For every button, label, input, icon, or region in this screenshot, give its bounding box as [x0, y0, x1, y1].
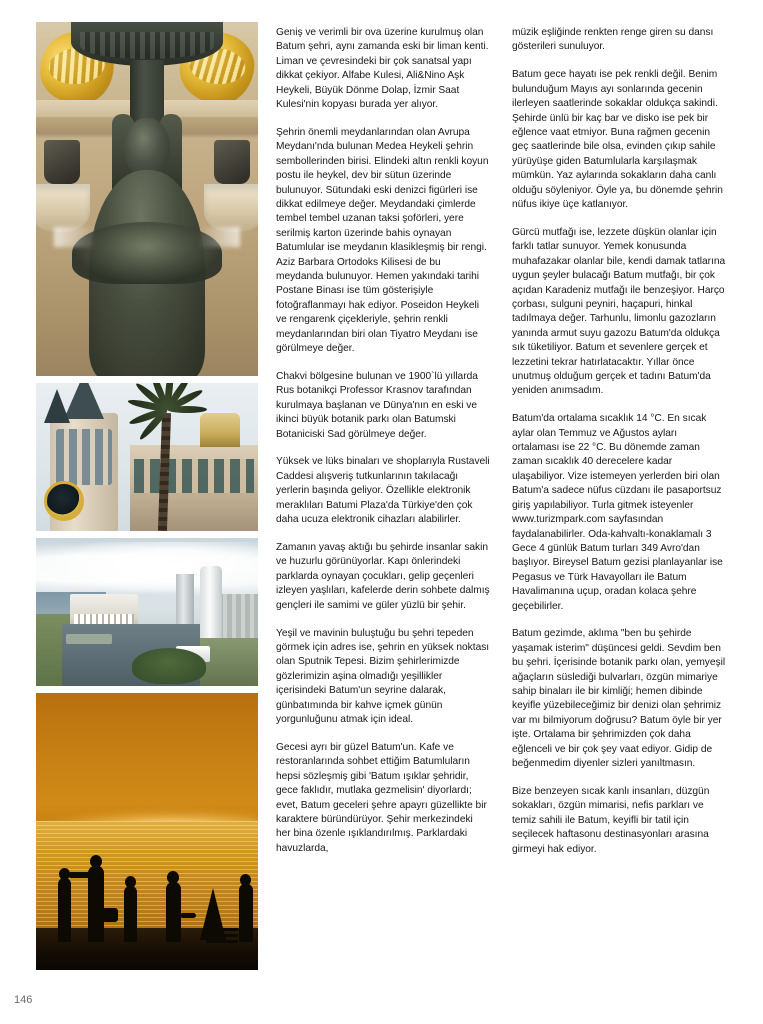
water-spray-right — [198, 227, 240, 247]
corbel-right — [214, 140, 250, 184]
building-cupola — [200, 413, 240, 447]
silhouette-person-1 — [58, 878, 71, 942]
paragraph: Yüksek ve lüks binaları ve shoplarıyla Rustaveli Caddesi alışveriş tutkunlarının takılacağı yerlerin başında geliyor. Özellikle elektronik meraklıları Batumi Plaza'da Türkiye'den çok daha ucuza elektronik cihazları alabilirler. — [276, 456, 490, 526]
paragraph: Bize benzeyen sıcak kanlı insanları, düzgün sokakları, özgün mimarisi, nefis parkları ve temiz sahili ile Batum, keyifli bir tatil için seçilecek haftasonu destinasyonları arasına girmeyi hak ediyor. — [512, 786, 710, 855]
paragraph: Gürcü mutfağı ise, lezzete düşkün olanlar için farklı tatlar sunuyor. Yemek konusunda muhafazakar olanlar bile, kendi damak tatlarına uygun şeyler bulacağı Batum mutfağı, bir çok açıdan Karadeniz mutfağı ile benzeşiyor. Harço çorbası, sulguni peyniri, haçapuri, hinkal tadılmaya değer. Tarhunlu, limonlu gazozların yanında armut suyu gazozu Batum'da oldukça sık tüketiliyor. Batum et sevenlere gerçek et lezzetini tekrar hatırlatacaktır. Yıllar önce unutmuş olduğum gerçek et tadını Batum'da yeniden anımsadım. — [512, 226, 726, 397]
silhouette-arm-4 — [180, 913, 196, 918]
paragraph: Yeşil ve mavinin buluştuğu bu şehri tepeden görmek için adres ise, şehrin en yüksek noktası olan Sputnik Tepesi. Bizim şehirlerimizde gözlerimizin aşina olmadığı yeşillikler içerisindeki Batum'un seyrine dalarak, günbatımında bir kahve içmek günün yorgunluğunu atmak için ideal. — [276, 627, 490, 725]
water-spray-left — [54, 227, 96, 247]
white-palace-building — [70, 594, 138, 626]
photo-sunset-beach-silhouettes — [36, 693, 258, 970]
tower-spire-main — [64, 383, 104, 419]
silhouette-head-4 — [167, 871, 179, 884]
page-number: 146 — [14, 994, 33, 1006]
paragraph: Batum'da ortalama sıcaklık 14 °C. En sıcak aylar olan Temmuz ve Ağustos ayları ortalaması ise 22 °C. Bu dönemde zaman zaman sıcaklık 40 derecelere kadar ulaşabiliyor. Vize istemeyen yerlerden biri olan Batum'a sadece nüfus cüzdanı ile pasaportsuz giriş yapılabiliyor. Turla gitmek isteyenler www.turizmpark.com sayfasından faydalanabilirler. Oda-kahvaltı-konaklamalı 3 Gece 4 günlük Batum turları 349 Avro'dan başlıyor. Bireysel Batum gezisi planlayanlar ise Pegasus ve Türk Havayolları ile Batum Havalimanına uçup, oradan kolaca şehre geçebilirler. — [512, 413, 723, 612]
silhouette-bag — [102, 908, 118, 922]
photo-batumi-aerial-cityview — [36, 538, 258, 686]
skyscraper-b — [200, 566, 222, 638]
tree-island — [132, 648, 206, 684]
silhouette-person-4 — [166, 882, 181, 942]
corbel-left — [44, 140, 80, 184]
silhouette-head-3 — [125, 876, 136, 888]
tower-windows — [56, 429, 112, 485]
paragraph: Gecesi ayrı bir güzel Batum'un. Kafe ve restoranlarında sohbet ettiğim Batumluların hepsi sözleşmiş gibi 'Batum ışıklar şehridir, gece faklıdır, mutlaka gezmelisin' diyorlardı; evet, Batum geceleri şehre apayrı güzellikte bir karaktere büründürüyor. Şehir merkezindeki her bina özenle ışıklandırılmış. Parklardaki havuzlarda, — [276, 741, 487, 854]
photo-ornate-building-palm — [36, 383, 258, 531]
silhouette-person-5 — [239, 884, 253, 942]
paragraph: Batum gezimde, aklıma "ben bu şehirde yaşamak isterim" düşüncesi geldi. Sevdim ben bu şehri. İçerisinde botanik parkı olan, yemyeşil ağaçların süslediği bulvarları, özgün mimariye sahip binaları ile bir kimliği; hemen dibinde keyifle yüzebileceğimiz bir denizi olan şehrimiz var mı bilmiyorum doğrusu? Batum öyle bir yer işte. Ortalama bir şehrimizden çok daha eğlenceli ve bir çok şey vaat ediyor. Gidip de beğenmedim diyenler sizleri yanıltmasın. — [512, 628, 726, 770]
fountain-basin-left — [36, 184, 90, 232]
beach-bench-silhouette — [206, 928, 238, 944]
fountain-basin-right — [204, 184, 258, 232]
paragraph: Geniş ve verimli bir ova üzerine kurulmuş olan Batum şehri, aynı zamanda eski bir liman kenti. Liman ve çevresindeki bir çok sanatsal yapı dikkat çekiyor. Alfabe Kulesi, Ali&Nino Aşk Heykeli, Büyük Dönme Dolap, İzmir Saat Kulesi'nin kopyası burada yer alıyor. — [276, 27, 489, 111]
silhouette-head-5 — [240, 874, 251, 886]
floating-platform — [66, 634, 112, 644]
article-column-middle — [276, 26, 490, 856]
tower-spire-secondary — [44, 389, 70, 423]
astronomical-clock-icon — [44, 481, 84, 521]
clouds — [36, 542, 258, 596]
paragraph: Şehrin önemli meydanlarından olan Avrupa Meydanı'nda bulunan Medea Heykeli şehrin sembollerinden birisi. Elindeki altın renkli koyun postu ile heykel, dev bir sütun üzerinde bulunuyor. Sütundaki eski denizci figürleri ise dikkat edilmeye değer. Meydandaki çimlerde tembel tembel uzanan taksi şoförleri, yere serilmiş karton üzerinde bahis oynayan Batumlular ise meydanın klasikleşmiş bir rengi. Aziz Barbara Ortodoks Kilisesi de bu meydanda bulunuyor. Hemen yakındaki tarihi Postane Binası ise tüm gösterişiyle fotoğraflanmayı hak ediyor. Poseidon Heykeli ve rengarenk çiçekleriyle, şehrin renkli meydanlarından biri olan Tiyatro Meydanı ise görülmeye değer. — [276, 126, 489, 355]
photo-bronze-statue-fountain — [36, 22, 258, 376]
silhouette-head-2 — [90, 855, 102, 868]
paragraph: Batum gece hayatı ise pek renkli değil. Benim bulunduğum Mayıs ayı sonlarında gecenin ilerleyen saatlerinde sokaklar oldukça sakindi. Şehirde ünlü bir kaç bar ve disko ise pek bir eğlence vaat etmiyor. Buna rağmen gecenin geç saatlerinde bile olsa, evinden çıkıp sahile yürüyüşe giden Batumlularla karşılaşmak mümkün. Yaz aylarında sokakların daha canlı olduğu söyleniyor. Öyle ya, bu dönemde şehrin nüfus ikiye üçe katlanıyor. — [512, 69, 723, 210]
photo-column — [36, 22, 258, 970]
city-blocks — [218, 594, 258, 638]
paragraph: müzik eşliğinde renkten renge giren su dansı gösterileri sunuluyor. — [512, 27, 714, 53]
statue-head — [124, 118, 170, 176]
paragraph: Chakvi bölgesine bulunan ve 1900`lü yıllarda Rus botanikçi Professor Krasnov tarafından kurulmaya başlanan ve Dünya'nın en eski ve ikinci büyük botanik parkı olan Batumski Botaniciski Sad görülmeye değer. — [276, 370, 478, 440]
palm-tree-crown — [128, 383, 206, 435]
article-column-right — [512, 26, 726, 857]
silhouette-arm-reach — [68, 872, 94, 878]
paragraph: Zamanın yavaş aktığı bu şehirde insanlar sakin ve huzurlu görünüyorlar. Kapı önlerindeki parklarda oynayan çocukları, gelip geçenleri izleyen yaşlıları, kafelerde derin sohbete dalmış gençleri ile samimi ve güler yüzlü bir şehir. — [276, 542, 490, 611]
building-right-wing — [130, 445, 258, 531]
silhouette-person-3 — [124, 886, 137, 942]
